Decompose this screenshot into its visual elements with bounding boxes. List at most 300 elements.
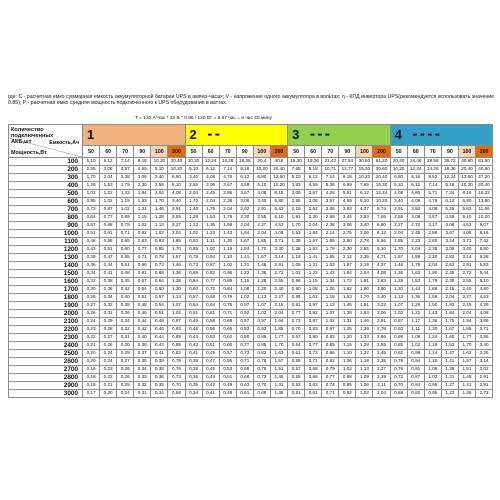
runtime-cell: 0,60 [117,246,134,254]
runtime-cell: 4,08 [407,198,424,206]
capacity-header-cell: 60 [305,146,322,158]
runtime-cell: 0,85 [253,342,270,350]
runtime-cell: 0,57 [83,222,100,230]
runtime-cell: 0,87 [407,374,424,382]
runtime-cell: 0,20 [83,358,100,366]
runtime-cell: 10,20 [151,158,168,166]
runtime-cell: 9,18 [441,182,458,190]
runtime-cell: 2,04 [236,222,253,230]
runtime-cell: 0,68 [219,318,236,326]
runtime-cell: 3,06 [100,166,117,174]
runtime-cell: 3,14 [475,358,492,366]
runtime-cell: 1,59 [424,294,441,302]
runtime-cell: 10,20 [458,182,475,190]
runtime-cell: 15,30 [288,158,305,166]
capacity-header-cell: 60 [407,146,424,158]
runtime-cell: 2,62 [441,262,458,270]
runtime-cell: 2,16 [441,286,458,294]
runtime-cell: 3,06 [202,182,219,190]
runtime-cell: 10,71 [322,166,339,174]
runtime-cell: 1,53 [356,310,373,318]
runtime-cell: 3,06 [373,310,390,318]
runtime-cell: 6,28 [475,254,492,262]
runtime-cell: 0,53 [219,366,236,374]
table-row [9,262,493,270]
power-row-label: 2300 [9,334,83,342]
runtime-cell: 2,72 [270,270,287,278]
runtime-cell: 0,89 [168,334,185,342]
runtime-cell: 0,97 [322,326,339,334]
runtime-cell: 0,55 [288,374,305,382]
runtime-cell: 0,63 [236,382,253,390]
runtime-cell: 3,55 [475,334,492,342]
capacity-header-cell: 90 [339,146,356,158]
runtime-cell: 0,49 [202,350,219,358]
runtime-cell: 5,10 [390,182,407,190]
runtime-cell: 0,73 [236,350,253,358]
runtime-cell: 0,94 [407,358,424,366]
capacity-header-cell: 100 [151,146,168,158]
runtime-cell: 0,93 [253,326,270,334]
runtime-cell: 0,82 [407,390,424,398]
runtime-cell: 10,20 [475,214,492,222]
runtime-cell: 1,88 [407,254,424,262]
runtime-cell: 1,65 [322,254,339,262]
runtime-cell: 0,83 [305,326,322,334]
runtime-cell: 0,77 [322,374,339,382]
runtime-cell: 0,19 [83,366,100,374]
runtime-cell: 1,18 [288,254,305,262]
runtime-cell: 0,51 [219,374,236,382]
runtime-cell: 3,22 [373,302,390,310]
power-row-label: 300 [9,174,83,182]
runtime-cell: 1,36 [390,270,407,278]
runtime-cell: 1,36 [424,318,441,326]
runtime-cell: 2,04 [151,190,168,198]
table-row [9,278,493,286]
runtime-cell: 2,30 [134,182,151,190]
runtime-cell: 0,81 [288,302,305,310]
power-row-label: 1500 [9,270,83,278]
runtime-cell: 1,33 [356,334,373,342]
runtime-cell: 0,56 [100,238,117,246]
runtime-cell: 20,40 [168,158,185,166]
power-row-label: 100 [9,158,83,166]
runtime-cell: 1,68 [424,286,441,294]
battery-runtime-table [8,124,493,398]
runtime-cell: 4,08 [202,174,219,182]
runtime-cell: 13,60 [458,174,475,182]
power-row-label: 400 [9,182,83,190]
power-row-label: 200 [9,166,83,174]
runtime-cell: 2,30 [441,278,458,286]
runtime-cell: 1,43 [117,190,134,198]
runtime-cell: 13,77 [339,166,356,174]
runtime-cell: 2,91 [168,206,185,214]
runtime-cell: 2,55 [185,182,202,190]
runtime-cell: 1,70 [288,222,305,230]
runtime-cell: 1,31 [339,318,356,326]
runtime-cell: 1,02 [100,198,117,206]
runtime-cell: 1,62 [339,286,356,294]
table-row [9,174,493,182]
runtime-cell: 0,49 [185,318,202,326]
runtime-cell: 20,40 [373,174,390,182]
runtime-cell: 1,13 [151,222,168,230]
runtime-cell: 1,53 [339,294,356,302]
runtime-cell: 0,85 [151,246,168,254]
runtime-cell: 0,51 [185,310,202,318]
runtime-cell: 0,68 [202,294,219,302]
corner-line3: АКБ,шт [11,138,32,145]
runtime-cell: 2,04 [100,174,117,182]
runtime-cell: 0,21 [83,342,100,350]
runtime-cell: 2,55 [168,214,185,222]
runtime-cell: 0,20 [83,350,100,358]
runtime-cell: 0,20 [100,390,117,398]
runtime-cell: 0,48 [134,302,151,310]
power-row-label: 1400 [9,262,83,270]
runtime-cell: 8,16 [458,190,475,198]
runtime-cell: 0,41 [185,350,202,358]
runtime-cell: 0,34 [134,366,151,374]
runtime-cell: 4,80 [475,286,492,294]
runtime-cell: 0,71 [322,390,339,398]
runtime-cell: 1,20 [390,286,407,294]
runtime-cell: 1,53 [288,230,305,238]
power-row-label: 2200 [9,326,83,334]
runtime-cell: 4,08 [441,222,458,230]
runtime-cell: 0,21 [100,382,117,390]
runtime-cell: 36,72 [441,158,458,166]
runtime-cell: 1,19 [219,246,236,254]
runtime-cell: 1,17 [407,318,424,326]
runtime-cell: 0,85 [168,342,185,350]
runtime-cell: 3,14 [270,254,287,262]
runtime-cell: 0,27 [100,334,117,342]
runtime-cell: 2,40 [458,286,475,294]
runtime-cell: 3,40 [185,174,202,182]
runtime-cell: 0,34 [185,390,202,398]
capacity-header-cell: 200 [475,146,492,158]
capacity-header-cell: 200 [270,146,287,158]
runtime-cell: 0,73 [288,318,305,326]
runtime-cell: 0,55 [219,358,236,366]
runtime-cell: 0,60 [151,286,168,294]
runtime-cell: 0,67 [288,334,305,342]
runtime-cell: 0,91 [407,366,424,374]
runtime-cell: 21,42 [322,158,339,166]
runtime-cell: 0,96 [288,278,305,286]
runtime-cell: 1,95 [322,238,339,246]
runtime-cell: 1,84 [134,190,151,198]
runtime-cell: 1,22 [356,350,373,358]
runtime-cell: 5,10 [288,174,305,182]
runtime-cell: 1,28 [390,278,407,286]
runtime-cell: 0,66 [236,374,253,382]
runtime-cell: 3,57 [117,166,134,174]
runtime-cell: 6,12 [356,190,373,198]
runtime-cell: 1,06 [407,334,424,342]
runtime-cell: 2,23 [407,238,424,246]
runtime-cell: 1,10 [424,358,441,366]
runtime-cell: 1,63 [458,350,475,358]
runtime-cell: 27,20 [475,174,492,182]
runtime-cell: 0,47 [100,254,117,262]
runtime-cell: 1,28 [83,182,100,190]
runtime-cell: 0,74 [322,382,339,390]
runtime-cell: 0,85 [390,342,407,350]
runtime-cell: 0,51 [288,390,305,398]
runtime-cell: 0,95 [424,390,441,398]
runtime-cell: 1,46 [151,206,168,214]
battery-group-3 [288,125,391,146]
runtime-cell: 0,51 [117,262,134,270]
runtime-cell: 3,83 [356,214,373,222]
runtime-cell: 1,02 [390,310,407,318]
runtime-cell: 0,87 [100,206,117,214]
runtime-cell: 10,20 [373,198,390,206]
runtime-cell: 6,80 [270,198,287,206]
runtime-cell: 3,71 [270,238,287,246]
runtime-cell: 3,06 [236,198,253,206]
runtime-cell: 1,39 [356,326,373,334]
runtime-cell: 4,08 [424,206,441,214]
power-row-label: 1200 [9,246,83,254]
runtime-cell: 0,48 [219,390,236,398]
runtime-cell: 1,70 [458,342,475,350]
runtime-cell: 1,70 [185,198,202,206]
runtime-cell: 0,95 [339,382,356,390]
runtime-cell: 0,36 [117,310,134,318]
runtime-cell: 0,86 [322,350,339,358]
power-row-label: 1600 [9,278,83,286]
runtime-cell: 0,39 [151,358,168,366]
power-row-label: 800 [9,214,83,222]
table-row [9,238,493,246]
runtime-cell: 0,78 [151,254,168,262]
runtime-cell: 2,55 [253,214,270,222]
runtime-cell: 3,57 [219,182,236,190]
runtime-cell: 1,22 [407,310,424,318]
runtime-cell: 1,51 [270,366,287,374]
power-row-label: 1000 [9,230,83,238]
runtime-cell: 28,56 [424,158,441,166]
runtime-cell: 1,84 [339,270,356,278]
runtime-cell: 0,23 [83,326,100,334]
runtime-cell: 1,19 [424,342,441,350]
runtime-cell: 5,10 [475,278,492,286]
runtime-cell: 2,27 [253,222,270,230]
runtime-cell: 7,34 [441,190,458,198]
runtime-cell: 1,19 [117,198,134,206]
runtime-cell: 0,93 [151,238,168,246]
runtime-cell: 0,73 [83,206,100,214]
table-row [9,374,493,382]
runtime-cell: 0,77 [134,246,151,254]
runtime-cell: 1,46 [458,374,475,382]
runtime-cell: 2,30 [339,246,356,254]
table-row [9,206,493,214]
runtime-cell: 3,40 [253,198,270,206]
runtime-cell: 1,36 [253,270,270,278]
runtime-cell: 0,68 [236,366,253,374]
runtime-cell: 3,50 [407,206,424,214]
runtime-cell: 13,60 [475,198,492,206]
table-row [9,318,493,326]
runtime-cell: 3,67 [441,230,458,238]
runtime-cell: 2,72 [458,270,475,278]
runtime-cell: 4,08 [168,190,185,198]
table-row [9,350,493,358]
capacity-header-cell: 200 [373,146,390,158]
runtime-cell: 1,15 [305,278,322,286]
runtime-cell: 0,89 [390,334,407,342]
runtime-cell: 0,73 [390,374,407,382]
runtime-cell: 1,02 [305,294,322,302]
runtime-cell: 1,84 [236,230,253,238]
runtime-cell: 2,75 [339,230,356,238]
runtime-cell: 7,42 [475,238,492,246]
runtime-cell: 5,56 [373,238,390,246]
runtime-cell: 1,09 [288,262,305,270]
runtime-cell: 3,06 [134,174,151,182]
runtime-cell: 1,85 [270,326,287,334]
runtime-cell: 10,20 [356,174,373,182]
runtime-cell: 1,57 [390,254,407,262]
table-row [9,198,493,206]
power-row-label: 900 [9,222,83,230]
runtime-cell: 0,85 [288,294,305,302]
runtime-cell: 0,70 [253,382,270,390]
runtime-cell: 1,39 [288,238,305,246]
runtime-cell: 1,36 [458,390,475,398]
runtime-cell: 3,26 [475,350,492,358]
runtime-cell: 0,46 [185,326,202,334]
table-row [9,302,493,310]
runtime-cell: 1,97 [339,262,356,270]
runtime-cell: 0,38 [134,342,151,350]
runtime-cell: 2,91 [458,262,475,270]
runtime-cell: 2,38 [219,198,236,206]
runtime-cell: 6,12 [305,174,322,182]
runtime-cell: 1,02 [288,270,305,278]
runtime-cell: 0,37 [134,350,151,358]
runtime-cell: 0,27 [117,358,134,366]
runtime-cell: 0,71 [117,230,134,238]
runtime-cell: 5,10 [253,182,270,190]
runtime-cell: 0,93 [322,334,339,342]
runtime-cell: 20,40 [390,158,407,166]
runtime-cell: 1,72 [339,278,356,286]
runtime-cell: 5,25 [441,206,458,214]
runtime-cell: 1,36 [202,222,219,230]
runtime-cell: 4,59 [305,182,322,190]
runtime-cell: 2,04 [305,222,322,230]
runtime-cell: 1,13 [185,222,202,230]
runtime-cell: 0,68 [185,270,202,278]
runtime-cell: 2,04 [253,230,270,238]
runtime-cell: 5,36 [322,182,339,190]
runtime-cell: 3,17 [424,222,441,230]
runtime-cell: 20,40 [270,166,287,174]
runtime-cell: 3,71 [475,326,492,334]
runtime-cell: 6,80 [253,174,270,182]
runtime-cell: 0,34 [117,318,134,326]
runtime-cell: 0,89 [253,334,270,342]
runtime-cell: 1,36 [441,366,458,374]
runtime-cell: 0,46 [134,310,151,318]
runtime-cell: 0,29 [117,350,134,358]
runtime-cell: 0,98 [407,350,424,358]
runtime-cell: 0,32 [117,326,134,334]
battery-group-1 [83,125,186,146]
runtime-cell: 2,20 [424,254,441,262]
runtime-cell: 0,42 [202,382,219,390]
battery-icon: ▬ ▬ ▬ ▬ [412,132,441,138]
runtime-cell: 0,35 [134,358,151,366]
runtime-cell: 10,20 [185,158,202,166]
runtime-cell: 1,24 [424,334,441,342]
runtime-cell: 7,14 [117,158,134,166]
runtime-cell: 3,83 [288,182,305,190]
runtime-cell: 1,46 [168,262,185,270]
runtime-cell: 0,24 [83,318,100,326]
power-row-label: 3000 [9,390,83,398]
runtime-cell: 10,20 [253,166,270,174]
runtime-cell: 1,70 [390,246,407,254]
runtime-cell: 1,79 [424,278,441,286]
runtime-cell: 1,63 [407,270,424,278]
runtime-cell: 0,71 [134,254,151,262]
runtime-cell: 1,59 [219,222,236,230]
runtime-cell: 0,64 [288,342,305,350]
runtime-cell: 4,08 [373,270,390,278]
runtime-cell: 1,11 [407,326,424,334]
runtime-cell: 0,46 [151,326,168,334]
runtime-cell: 0,76 [168,366,185,374]
runtime-cell: 1,75 [441,318,458,326]
runtime-cell: 0,65 [219,326,236,334]
runtime-cell: 0,38 [117,302,134,310]
battery-icon: ▬ ▬ ▬ [310,132,331,138]
runtime-cell: 1,57 [168,254,185,262]
runtime-cell: 1,53 [407,278,424,286]
runtime-cell: 0,77 [100,214,117,222]
runtime-cell: 0,41 [151,350,168,358]
runtime-cell: 3,06 [441,246,458,254]
runtime-cell: 2,50 [339,238,356,246]
runtime-cell: 20,4 [253,158,270,166]
runtime-cell: 2,45 [202,190,219,198]
runtime-cell: 1,84 [305,230,322,238]
runtime-cell: 0,51 [100,246,117,254]
power-row-label: 2100 [9,318,83,326]
runtime-cell: 0,29 [100,318,117,326]
runtime-cell: 0,53 [202,334,219,342]
runtime-cell: 1,61 [356,302,373,310]
runtime-cell: 4,59 [236,182,253,190]
runtime-cell: 0,38 [185,366,202,374]
runtime-cell: 1,22 [100,190,117,198]
power-axis-label: Мощность,Вт [11,149,47,156]
runtime-cell: 2,04 [168,230,185,238]
runtime-cell: 0,51 [134,294,151,302]
runtime-cell: 0,42 [134,326,151,334]
runtime-cell: 0,55 [117,254,134,262]
runtime-cell: 0,97 [236,302,253,310]
runtime-cell: 20,40 [458,166,475,174]
